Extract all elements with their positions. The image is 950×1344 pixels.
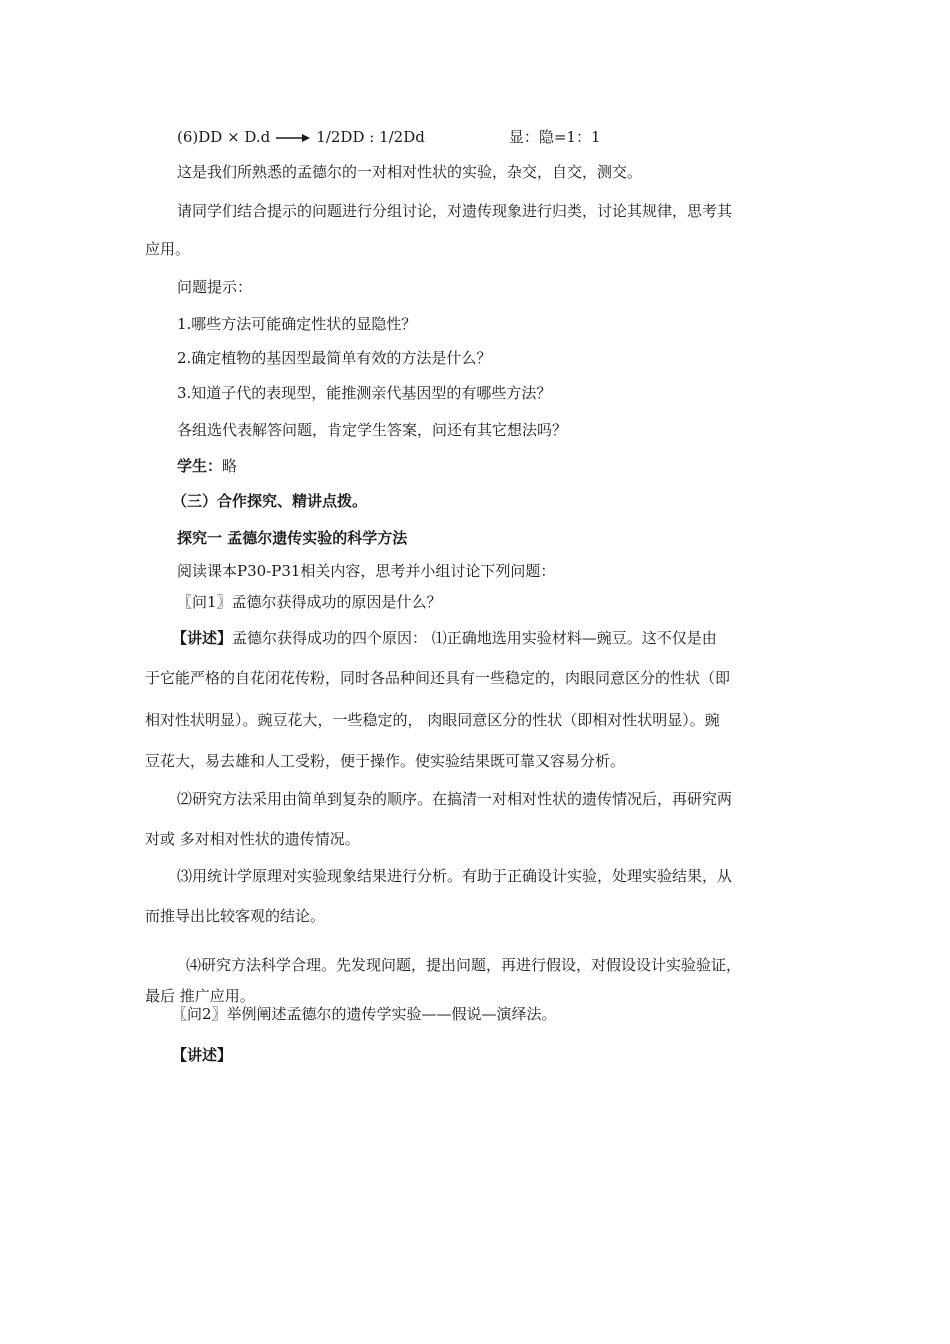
lecture-label: 【讲述】: [172, 1046, 233, 1064]
student-label: 学生：: [177, 457, 223, 475]
hint-title: 问题提示：: [177, 278, 253, 296]
paragraph-text: 请同学们结合提示的问题进行分组讨论，对遗传现象进行归类，讨论其规律，思考其: [177, 202, 733, 220]
lecture-text: 孟德尔获得成功的四个原因： ⑴正确地选用实验材料—豌豆。这不仅是由: [232, 629, 717, 647]
paragraph-text: ⑶用统计学原理对实验现象结果进行分析。有助于正确设计实验，处理实验结果，从: [177, 867, 733, 885]
lecture-paragraph: [172, 628, 717, 648]
section-heading: （三）合作探究、精讲点拨。: [172, 492, 368, 510]
question-heading: 〖问1〗孟德尔获得成功的原因是什么？: [177, 593, 442, 611]
explore-heading: 探究一 孟德尔遗传实验的科学方法: [177, 529, 408, 547]
paragraph-text: 豆花大，易去雄和人工受粉，便于操作。使实验结果既可靠又容易分析。: [145, 752, 626, 770]
paragraph-text: 应用。: [145, 240, 191, 258]
question-heading: 〖问2〗举例阐述孟德尔的遗传学实验——假说—演绎法。: [172, 1005, 557, 1023]
paragraph-text: 阅读课本P30-P31相关内容，思考并小组讨论下列问题：: [177, 562, 556, 580]
phenotype-ratio: 显：隐=1：1: [508, 128, 601, 146]
paragraph-text: 各组选代表解答问题，肯定学生答案，问还有其它想法吗？: [177, 421, 568, 439]
student-answer: [177, 456, 237, 476]
question-item: 1.哪些方法可能确定性状的显隐性？: [177, 315, 417, 333]
student-text: 略: [222, 457, 238, 475]
paragraph-text: ⑵研究方法采用由简单到复杂的顺序。在搞清一对相对性状的遗传情况后，再研究两: [177, 790, 733, 808]
lecture-label: 【讲述】: [172, 629, 233, 647]
paragraph-text: 这是我们所熟悉的孟德尔的一对相对性状的实验，杂交，自交，测交。: [177, 163, 643, 181]
cross-formula: [177, 127, 601, 147]
arrow-icon: [276, 133, 310, 143]
paragraph-text: ⑷研究方法科学合理。先发现问题，提出问题，再进行假设，对假设设计实验验证，: [186, 956, 742, 974]
paragraph-text: 相对性状明显）。豌豆花大，一些稳定的， 肉眼同意区分的性状（即相对性状明显）。豌: [145, 711, 720, 729]
paragraph-text: 最后 推广应用。: [145, 987, 255, 1005]
question-item: 2.确定植物的基因型最简单有效的方法是什么？: [177, 349, 492, 367]
question-item: 3.知道子代的表现型，能推测亲代基因型的有哪些方法？: [177, 384, 552, 402]
cross-offspring: 1/2DD : 1/2Dd: [316, 128, 425, 146]
paragraph-text: 对或 多对相对性状的遗传情况。: [145, 830, 360, 848]
cross-parents: (6)DD × D.d: [177, 128, 271, 146]
paragraph-text: 于它能严格的自花闭花传粉，同时各品种间还具有一些稳定的，肉眼同意区分的性状（即: [145, 669, 731, 687]
paragraph-text: 而推导出比较客观的结论。: [145, 907, 326, 925]
